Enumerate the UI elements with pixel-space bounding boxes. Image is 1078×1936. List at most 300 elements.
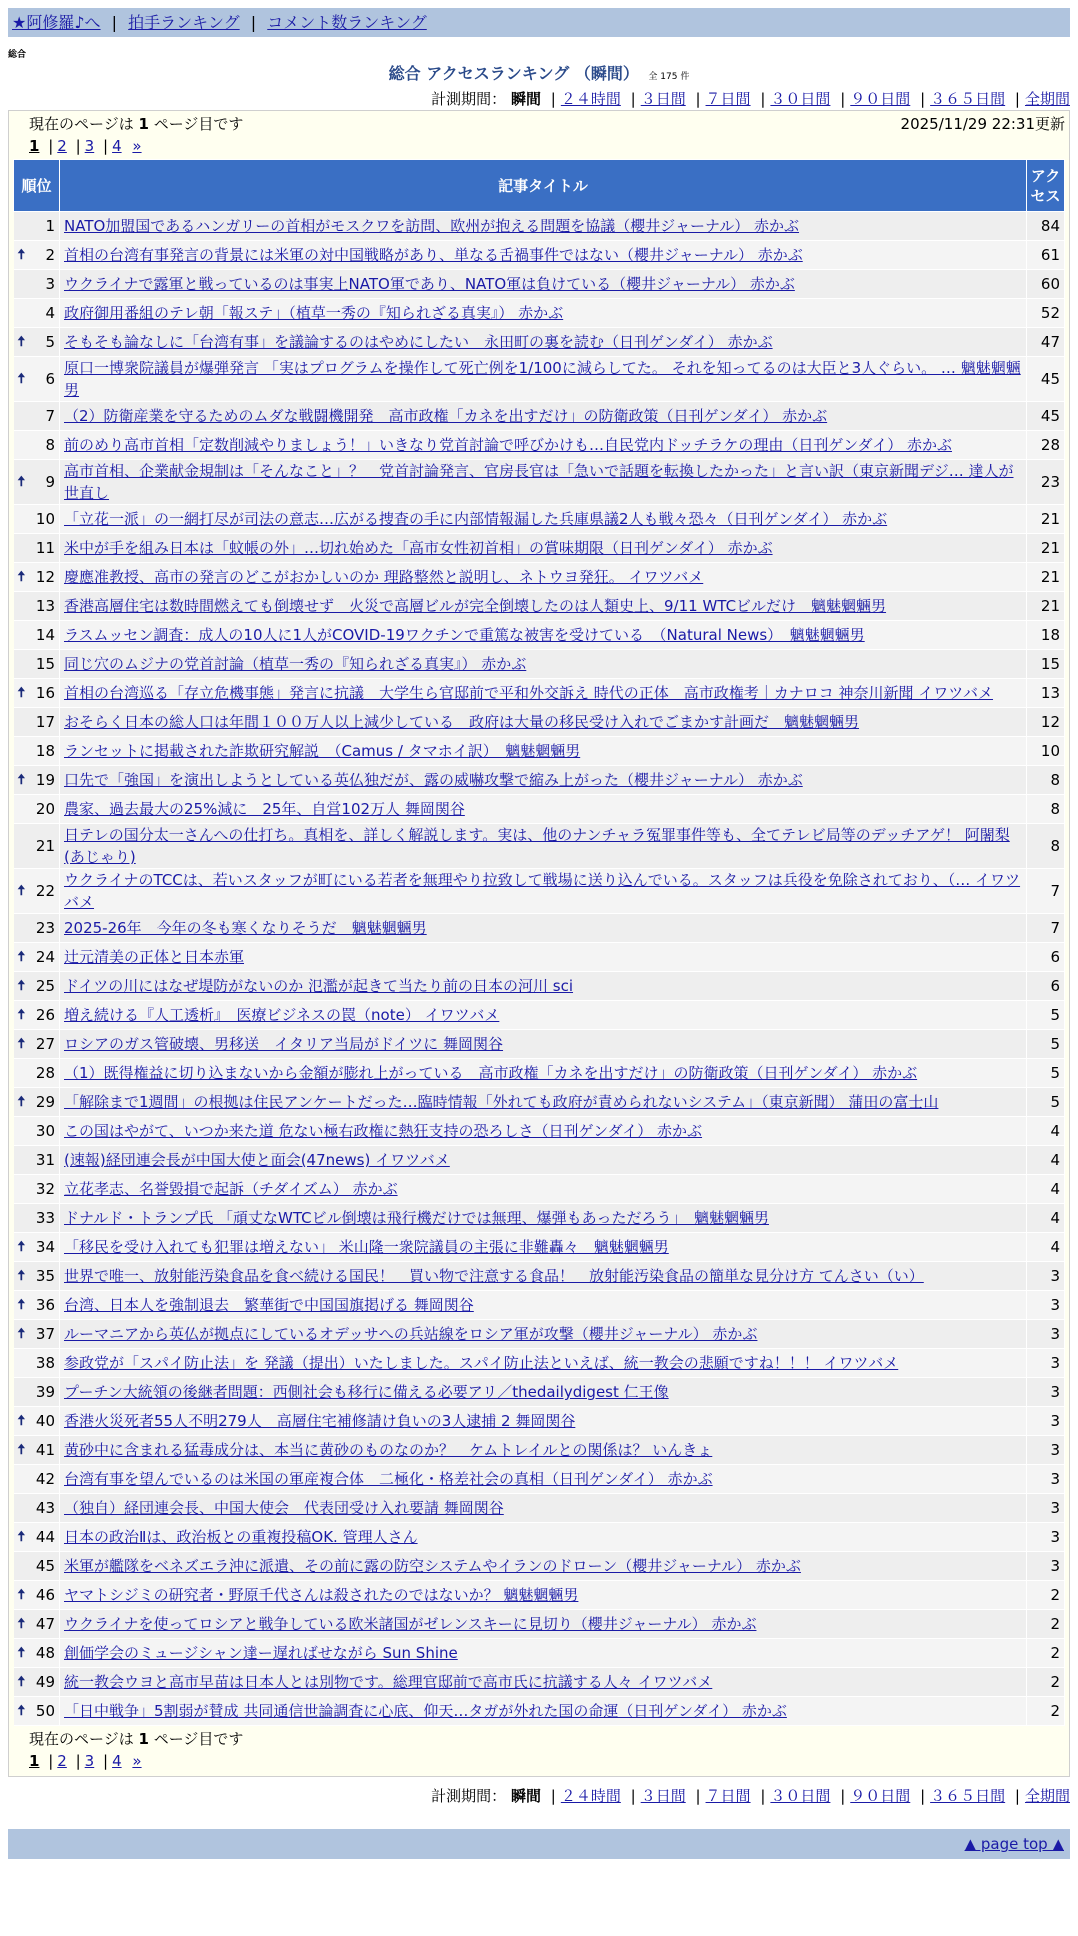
table-row	[14, 679, 1065, 708]
access-count: 3	[1027, 1320, 1065, 1349]
rank-number: 30	[35, 1122, 55, 1140]
article-title-link[interactable]: 辻元清美の正体と日本赤軍	[64, 948, 245, 966]
article-title-link[interactable]: ロシアのガス管破壊、男移送 イタリア当局がドイツに 舞岡関谷	[64, 1035, 504, 1053]
period-30d-link[interactable]: ３０日間	[770, 90, 831, 108]
access-count: 12	[1027, 708, 1065, 737]
table-row	[14, 1175, 1065, 1204]
article-title-link[interactable]: ラスムッセン調査：成人の10人に1人がCOVID-19ワクチンで重篤な被害を受けている （Natural News） 魑魅魍魎男	[64, 626, 865, 644]
title-cell	[60, 1262, 1027, 1291]
access-count: 6	[1027, 972, 1065, 1001]
table-row	[14, 1088, 1065, 1117]
pager-page-4[interactable]: 4	[112, 1752, 122, 1770]
period-all-link[interactable]: 全期間	[1024, 90, 1070, 108]
access-count: 3	[1027, 1262, 1065, 1291]
rank-cell	[14, 972, 60, 1001]
article-title-link[interactable]: 立花孝志、名誉毀損で起訴（チダイズム） 赤かぶ	[64, 1180, 398, 1198]
table-row	[14, 766, 1065, 795]
rank-cell	[14, 1291, 60, 1320]
rank-number: 5	[45, 333, 55, 351]
rank-cell	[14, 679, 60, 708]
article-title-link[interactable]: （独自）経団連会長、中国大使会 代表団受け入れ要請 舞岡関谷	[64, 1499, 504, 1517]
title-cell	[60, 1291, 1027, 1320]
access-count: 61	[1027, 241, 1065, 270]
rank-cell	[14, 1146, 60, 1175]
rank-number: 31	[35, 1151, 55, 1169]
rank-cell	[14, 328, 60, 357]
rank-cell	[14, 1233, 60, 1262]
rank-number: 47	[35, 1615, 55, 1633]
article-title-link[interactable]: ヤマトシジミの研究者・野原千代さんは殺されたのではないか？ 魑魅魍魎男	[64, 1586, 579, 1604]
rank-number: 32	[35, 1180, 55, 1198]
access-count: 84	[1027, 212, 1065, 241]
article-title-link[interactable]: 慶應准教授、高市の発言のどこがおかしいのか 理路整然と説明し、ネトウヨ発狂。 イワツバメ	[64, 568, 704, 586]
rank-up-arrow-icon: 🠅	[17, 1326, 26, 1342]
rank-number: 42	[35, 1470, 55, 1488]
genre-label: 総合	[8, 50, 27, 60]
rank-up-arrow-icon: 🠅	[17, 1645, 26, 1661]
rank-number: 1	[45, 217, 55, 235]
table-row	[14, 914, 1065, 943]
table-row	[14, 592, 1065, 621]
rank-cell	[14, 621, 60, 650]
rank-cell	[14, 1204, 60, 1233]
rank-number: 13	[35, 597, 55, 615]
rank-cell	[14, 1436, 60, 1465]
rank-cell	[14, 1117, 60, 1146]
rank-cell	[14, 795, 60, 824]
item-count: 全 175 件	[648, 72, 690, 82]
rank-number: 19	[35, 771, 55, 789]
title-cell	[60, 1697, 1027, 1726]
rank-number: 41	[35, 1441, 55, 1459]
article-title-link[interactable]: 首相の台湾有事発言の背景には米軍の対中国戦略があり、単なる舌禍事件ではない（櫻井ジャーナル） 赤かぶ	[64, 246, 803, 264]
pager-page-3[interactable]: 3	[84, 1752, 95, 1770]
rank-number: 8	[45, 436, 55, 454]
article-title-link[interactable]: 日本の政治Ⅱは、政治板との重複投稿OK. 管理人さん	[64, 1528, 418, 1546]
article-title-link[interactable]: 首相の台湾巡る「存立危機事態」発言に抗議 大学生ら官邸前で平和外交訴え 時代の正体 高市政権考｜カナロコ 神奈川新聞 イワツバメ	[64, 684, 994, 702]
title-cell	[60, 1146, 1027, 1175]
article-title-link[interactable]: この国はやがて、いつか来た道 危ない極右政権に熱狂支持の恐ろしさ（日刊ゲンダイ） 赤かぶ	[64, 1122, 703, 1140]
rank-number: 44	[35, 1528, 55, 1546]
article-title-link[interactable]: ウクライナのTCCは、若いスタッフが町にいる若者を無理やり拉致して戦場に送り込んでいる。スタッフは兵役を免除されており、（… イワツバメ	[64, 871, 1021, 911]
access-count: 3	[1027, 1523, 1065, 1552]
table-row	[14, 824, 1065, 869]
article-title-link[interactable]: ドナルド・トランプ氏 「頑丈なWTCビル倒壊は飛行機だけでは無理、爆弾もあっただろう」 魑魅魍魎男	[64, 1209, 769, 1227]
title-cell	[60, 1465, 1027, 1494]
title-cell	[60, 737, 1027, 766]
rank-number: 17	[35, 713, 55, 731]
title-cell	[60, 1668, 1027, 1697]
article-title-link[interactable]: 「立花一派」の一網打尽が司法の意志…広がる捜査の手に内部情報漏した兵庫県議2人も戦々恐々（日刊ゲンダイ） 赤かぶ	[64, 510, 888, 528]
title-cell	[60, 1204, 1027, 1233]
access-count: 2	[1027, 1610, 1065, 1639]
access-count: 7	[1027, 914, 1065, 943]
rank-number: 35	[35, 1267, 55, 1285]
table-row	[14, 563, 1065, 592]
rank-cell	[14, 592, 60, 621]
rank-up-arrow-icon: 🠅	[17, 1007, 26, 1023]
access-count: 21	[1027, 505, 1065, 534]
table-row	[14, 431, 1065, 460]
rank-cell	[14, 869, 60, 914]
article-title-link[interactable]: ウクライナで露軍と戦っているのは事実上NATO軍であり、NATO軍は負けている（櫻井ジャーナル） 赤かぶ	[64, 275, 795, 293]
article-title-link[interactable]: 政府御用番組のテレ朝「報ステ」（植草一秀の『知られざる真実』） 赤かぶ	[64, 304, 564, 322]
rank-up-arrow-icon: 🠅	[17, 1036, 26, 1052]
access-count: 8	[1027, 795, 1065, 824]
article-title-link[interactable]: 創価学会のミュージシャン達ー遅ればせながら Sun Shine	[64, 1644, 458, 1662]
header-rank: 順位	[14, 160, 60, 212]
access-count: 21	[1027, 563, 1065, 592]
rank-number: 33	[35, 1209, 55, 1227]
table-row	[14, 357, 1065, 402]
title-cell	[60, 431, 1027, 460]
rank-up-arrow-icon: 🠅	[17, 949, 26, 965]
rank-number: 36	[35, 1296, 55, 1314]
table-row	[14, 869, 1065, 914]
table-row	[14, 1581, 1065, 1610]
page-info: 現在のページは 1 ページ目です	[29, 115, 244, 133]
article-title-link[interactable]: 増え続ける『人工透析』 医療ビジネスの罠（note） イワツバメ	[64, 1006, 500, 1024]
period-365d-link[interactable]: ３６５日間	[930, 90, 1006, 108]
article-title-link[interactable]: （1）既得権益に切り込まないから金額が膨れ上がっている 高市政権「カネを出すだけ」の防衛政策（日刊ゲンダイ） 赤かぶ	[64, 1064, 918, 1082]
title-cell	[60, 357, 1027, 402]
page-info-row-bottom	[13, 1728, 1065, 1750]
table-row	[14, 212, 1065, 241]
access-count: 2	[1027, 1581, 1065, 1610]
rank-cell	[14, 299, 60, 328]
article-title-link[interactable]: 黄砂中に含まれる猛毒成分は、本当に黄砂のものなのか？ ケムトレイルとの関係は？ いんきょ	[64, 1441, 713, 1459]
ranking-title: 総合 アクセスランキング （瞬間）	[388, 64, 639, 83]
table-row	[14, 621, 1065, 650]
article-title-link[interactable]: ウクライナを使ってロシアと戦争している欧米諸国がゼレンスキーに見切り（櫻井ジャーナル） 赤かぶ	[64, 1615, 757, 1633]
rank-cell	[14, 1697, 60, 1726]
access-count: 6	[1027, 943, 1065, 972]
period-24h-link[interactable]: ２４時間	[560, 90, 621, 108]
title-cell	[60, 1610, 1027, 1639]
rank-cell	[14, 737, 60, 766]
article-title-link[interactable]: 統一教会ウヨと高市早苗は日本人とは別物です。総理官邸前で高市氏に抗議する人々 イワツバメ	[64, 1673, 713, 1691]
period-7d-link[interactable]: ７日間	[705, 1787, 751, 1805]
title-cell	[60, 1233, 1027, 1262]
rank-number: 4	[45, 304, 55, 322]
rank-cell	[14, 650, 60, 679]
rank-number: 43	[35, 1499, 55, 1517]
title-cell	[60, 1523, 1027, 1552]
access-count: 2	[1027, 1639, 1065, 1668]
pager-bottom: 1 | 2 | 3 | 4 »	[29, 1752, 142, 1770]
rank-number: 7	[45, 407, 55, 425]
rank-cell	[14, 1668, 60, 1697]
table-row	[14, 1030, 1065, 1059]
title-cell	[60, 1001, 1027, 1030]
rank-up-arrow-icon: 🠅	[17, 247, 26, 263]
article-title-link[interactable]: 日テレの国分太一さんへの仕打ち。真相を、詳しく解説します。実は、他のナンチャラ冤罪事件等も、全てテレビ局等のデッチアゲ！ 阿闍梨(あじゃり)	[64, 826, 1010, 866]
article-title-link[interactable]: 前のめり高市首相「定数削減やりましょう！」いきなり党首討論で呼びかけも…自民党内ドッチラケの理由（日刊ゲンダイ） 赤かぶ	[64, 436, 952, 454]
pager-current: 1	[29, 137, 40, 155]
access-count: 8	[1027, 766, 1065, 795]
article-title-link[interactable]: 「移民を受け入れても犯罪は増えない」 米山隆一衆院議員の主張に非難轟々 魑魅魍魎男	[64, 1238, 669, 1256]
table-row	[14, 1059, 1065, 1088]
period-3d-link[interactable]: ３日間	[640, 90, 686, 108]
title-cell	[60, 1378, 1027, 1407]
rank-up-arrow-icon: 🠅	[17, 685, 26, 701]
article-title-link[interactable]: 米軍が艦隊をベネズエラ沖に派遣、その前に露の防空システムやイランのドローン（櫻井ジャーナル） 赤かぶ	[64, 1557, 801, 1575]
rank-number: 6	[45, 370, 55, 388]
ranking-table-body	[14, 212, 1065, 1726]
article-title-link[interactable]: ランセットに掲載された詐欺研究解説 （Camus / タマホイ訳） 魑魅魍魎男	[64, 742, 581, 760]
rank-number: 9	[45, 473, 55, 491]
table-row	[14, 943, 1065, 972]
article-title-link[interactable]: 同じ穴のムジナの党首討論（植草一秀の『知られざる真実』） 赤かぶ	[64, 655, 527, 673]
period-3d-link[interactable]: ３日間	[640, 1787, 686, 1805]
access-count: 3	[1027, 1494, 1065, 1523]
table-row	[14, 737, 1065, 766]
table-row	[14, 1233, 1065, 1262]
access-count: 2	[1027, 1697, 1065, 1726]
pager-page-3[interactable]: 3	[84, 137, 95, 155]
rank-cell	[14, 1639, 60, 1668]
period-90d-link[interactable]: ９０日間	[850, 90, 911, 108]
rank-cell	[14, 1175, 60, 1204]
rank-cell	[14, 943, 60, 972]
rank-number: 10	[35, 510, 55, 528]
pager-page-2[interactable]: 2	[57, 1752, 67, 1770]
title-cell	[60, 1059, 1027, 1088]
table-row	[14, 708, 1065, 737]
rank-cell	[14, 357, 60, 402]
article-title-link[interactable]: そもそも論なしに「台湾有事」を議論するのはやめにしたい 永田町の裏を読む（日刊ゲンダイ） 赤かぶ	[64, 333, 773, 351]
period-365d-link[interactable]: ３６５日間	[930, 1787, 1006, 1805]
table-row	[14, 505, 1065, 534]
rank-up-arrow-icon: 🠅	[17, 334, 26, 350]
title-cell	[60, 1175, 1027, 1204]
rank-up-arrow-icon: 🠅	[17, 1616, 26, 1632]
period-7d-link[interactable]: ７日間	[705, 90, 751, 108]
title-cell	[60, 402, 1027, 431]
rank-up-arrow-icon: 🠅	[17, 1587, 26, 1603]
table-row	[14, 1494, 1065, 1523]
title-cell	[60, 914, 1027, 943]
article-title-link[interactable]: 参政党が「スパイ防止法」を 発議（提出）いたしました。スパイ防止法といえば、統一教会の悲願ですね！！！ イワツバメ	[64, 1354, 899, 1372]
article-title-link[interactable]: ドイツの川にはなぜ堤防がないのか 氾濫が起きて当たり前の日本の河川 sci	[64, 977, 574, 995]
access-count: 45	[1027, 402, 1065, 431]
rank-number: 24	[35, 948, 55, 966]
table-row	[14, 1204, 1065, 1233]
table-row	[14, 795, 1065, 824]
rank-up-arrow-icon: 🠅	[17, 569, 26, 585]
access-count: 3	[1027, 1465, 1065, 1494]
rank-up-arrow-icon: 🠅	[17, 371, 26, 387]
table-row	[14, 1668, 1065, 1697]
table-row	[14, 972, 1065, 1001]
rank-cell	[14, 563, 60, 592]
table-row	[14, 1378, 1065, 1407]
rank-up-arrow-icon: 🠅	[17, 1529, 26, 1545]
access-count: 4	[1027, 1117, 1065, 1146]
article-title-link[interactable]: 高市首相、企業献金規制は「そんなこと」？ 党首討論発言、官房長官は「急いで話題を転換したかった」と言い訳（東京新聞デジ… 達人が世直し	[64, 462, 1014, 502]
rank-cell	[14, 824, 60, 869]
pager-page-4[interactable]: 4	[112, 137, 122, 155]
table-row	[14, 650, 1065, 679]
article-title-link[interactable]: 世界で唯一、放射能汚染食品を食べ続ける国民！ 買い物で注意する食品！ 放射能汚染食品の簡単な見分け方 てんさい（い）	[64, 1267, 924, 1285]
title-cell	[60, 212, 1027, 241]
title-cell	[60, 1320, 1027, 1349]
access-count: 4	[1027, 1146, 1065, 1175]
rank-number: 45	[35, 1557, 55, 1575]
access-count: 21	[1027, 534, 1065, 563]
header-access: アクセス	[1027, 160, 1065, 212]
rank-up-arrow-icon: 🠅	[17, 772, 26, 788]
table-row	[14, 270, 1065, 299]
access-count: 4	[1027, 1233, 1065, 1262]
rank-up-arrow-icon: 🠅	[17, 1703, 26, 1719]
access-count: 18	[1027, 621, 1065, 650]
article-title-link[interactable]: 台湾有事を望んでいるのは米国の軍産複合体 二極化・格差社会の真相（日刊ゲンダイ） 赤かぶ	[64, 1470, 713, 1488]
clap-ranking-link[interactable]: 拍手ランキング	[128, 13, 240, 32]
home-link[interactable]: ★阿修羅♪へ	[12, 13, 101, 32]
access-count: 5	[1027, 1088, 1065, 1117]
rank-number: 34	[35, 1238, 55, 1256]
article-title-link[interactable]: 2025-26年 今年の冬も寒くなりそうだ 魑魅魍魎男	[64, 919, 427, 937]
pager-page-2[interactable]: 2	[57, 137, 67, 155]
access-count: 3	[1027, 1407, 1065, 1436]
rank-number: 22	[35, 882, 55, 900]
access-count: 5	[1027, 1030, 1065, 1059]
rank-number: 27	[35, 1035, 55, 1053]
table-row	[14, 1436, 1065, 1465]
period-30d-link[interactable]: ３０日間	[770, 1787, 831, 1805]
nav-separator: |	[111, 13, 118, 32]
rank-up-arrow-icon: 🠅	[17, 1413, 26, 1429]
rank-number: 11	[35, 539, 55, 557]
rank-cell	[14, 1552, 60, 1581]
article-title-link[interactable]: 台湾、日本人を強制退去 繁華街で中国国旗掲げる 舞岡関谷	[64, 1296, 474, 1314]
rank-cell	[14, 1030, 60, 1059]
rank-number: 16	[35, 684, 55, 702]
article-title-link[interactable]: (速報)経団連会長が中国大使と面会(47news) イワツバメ	[64, 1151, 450, 1169]
rank-number: 29	[35, 1093, 55, 1111]
rank-number: 12	[35, 568, 55, 586]
period-24h-link[interactable]: ２４時間	[560, 1787, 621, 1805]
pager-next[interactable]: »	[132, 1752, 142, 1770]
access-count: 28	[1027, 431, 1065, 460]
nav-separator: |	[250, 13, 257, 32]
article-title-link[interactable]: プーチン大統領の後継者問題：西側社会も移行に備える必要アリ／thedailydigest 仁王像	[64, 1383, 669, 1401]
rank-number: 28	[35, 1064, 55, 1082]
title-cell	[60, 1349, 1027, 1378]
article-title-link[interactable]: 香港高層住宅は数時間燃えても倒壊せず 火災で高層ビルが完全倒壊したのは人類史上、9/11 WTCビルだけ 魑魅魍魎男	[64, 597, 887, 615]
rank-cell	[14, 1001, 60, 1030]
title-cell	[60, 1436, 1027, 1465]
title-cell	[60, 563, 1027, 592]
access-count: 4	[1027, 1204, 1065, 1233]
access-count: 23	[1027, 460, 1065, 505]
page-title	[8, 61, 1070, 84]
rank-number: 50	[35, 1702, 55, 1720]
current-page-number: 1	[138, 1730, 149, 1748]
title-cell	[60, 1088, 1027, 1117]
article-title-link[interactable]: 原口一博衆院議員が爆弾発言 「実はプログラムを操作して死亡例を1/100に減らしてた。 それを知ってるのは大臣と3人ぐらい。 … 魑魅魍魎男	[64, 359, 1021, 399]
article-title-link[interactable]: ルーマニアから英仏が拠点にしているオデッサへの兵站線をロシア軍が攻撃（櫻井ジャーナル） 赤かぶ	[64, 1325, 758, 1343]
article-title-link[interactable]: 「日中戦争」5割弱が賛成 共同通信世論調査に心底、仰天…タガが外れた国の命運（日刊ゲンダイ） 赤かぶ	[64, 1702, 787, 1720]
access-count: 8	[1027, 824, 1065, 869]
title-cell	[60, 1407, 1027, 1436]
table-row	[14, 1349, 1065, 1378]
article-title-link[interactable]: NATO加盟国であるハンガリーの首相がモスクワを訪問、欧州が抱える問題を協議（櫻井ジャーナル） 赤かぶ	[64, 217, 800, 235]
access-count: 7	[1027, 869, 1065, 914]
title-cell	[60, 621, 1027, 650]
rank-up-arrow-icon: 🠅	[17, 1297, 26, 1313]
page-top-link[interactable]: ▲ page top ▲	[964, 1835, 1064, 1853]
table-row	[14, 1407, 1065, 1436]
rank-number: 21	[35, 837, 55, 855]
table-row	[14, 241, 1065, 270]
table-row	[14, 1523, 1065, 1552]
rank-cell	[14, 402, 60, 431]
rank-number: 3	[45, 275, 55, 293]
title-cell	[60, 1581, 1027, 1610]
access-count: 45	[1027, 357, 1065, 402]
title-cell	[60, 679, 1027, 708]
current-page-number: 1	[138, 115, 149, 133]
period-all-link[interactable]: 全期間	[1024, 1787, 1070, 1805]
comment-ranking-link[interactable]: コメント数ランキング	[267, 13, 427, 32]
rank-number: 39	[35, 1383, 55, 1401]
access-count: 3	[1027, 1291, 1065, 1320]
table-row	[14, 1320, 1065, 1349]
title-cell	[60, 592, 1027, 621]
rank-cell	[14, 1262, 60, 1291]
ranking-table	[13, 159, 1065, 1726]
table-row	[14, 1262, 1065, 1291]
article-title-link[interactable]: 米中が手を組み日本は「蚊帳の外」…切れ始めた「高市女性初首相」の賞味期限（日刊ゲンダイ） 赤かぶ	[64, 539, 773, 557]
period-90d-link[interactable]: ９０日間	[850, 1787, 911, 1805]
rank-up-arrow-icon: 🠅	[17, 1442, 26, 1458]
page-info-row	[13, 113, 1065, 135]
article-title-link[interactable]: 農家、過去最大の25%減に 25年、自営102万人 舞岡関谷	[64, 800, 465, 818]
period-label: 計測期間：	[431, 1787, 507, 1805]
rank-number: 40	[35, 1412, 55, 1430]
access-count: 3	[1027, 1378, 1065, 1407]
access-count: 47	[1027, 328, 1065, 357]
article-title-link[interactable]: 「解除まで1週間」の根拠は住民アンケートだった…臨時情報「外れても政府が責められないシステム」（東京新聞） 蒲田の富士山	[64, 1093, 939, 1111]
table-row	[14, 299, 1065, 328]
footer-bar	[8, 1829, 1070, 1859]
rank-up-arrow-icon: 🠅	[17, 978, 26, 994]
title-cell	[60, 943, 1027, 972]
title-cell	[60, 1117, 1027, 1146]
rank-cell	[14, 914, 60, 943]
article-title-link[interactable]: おそらく日本の総人口は年間１００万人以上減少している 政府は大量の移民受け入れでごまかす計画だ 魑魅魍魎男	[64, 713, 860, 731]
article-title-link[interactable]: 香港火災死者55人不明279人 高層住宅補修請け負いの3人逮捕 2 舞岡関谷	[64, 1412, 576, 1430]
table-row	[14, 328, 1065, 357]
rank-number: 23	[35, 919, 55, 937]
period-selector-top: 計測期間： 瞬間 | ２４時間 | ３日間 | ７日間 | ３０日間 | ９０日間 | ３６５日間 | 全期間	[431, 90, 1070, 108]
rank-number: 2	[45, 246, 55, 264]
header-title: 記事タイトル	[60, 160, 1027, 212]
period-selector-bottom: 計測期間： 瞬間 | ２４時間 | ３日間 | ７日間 | ３０日間 | ９０日間 | ３６５日間 | 全期間	[431, 1787, 1070, 1805]
rank-cell	[14, 505, 60, 534]
title-cell	[60, 650, 1027, 679]
title-cell	[60, 869, 1027, 914]
access-count: 21	[1027, 592, 1065, 621]
rank-cell	[14, 1523, 60, 1552]
article-title-link[interactable]: （2）防衛産業を守るためのムダな戦闘機開発 高市政権「カネを出すだけ」の防衛政策（日刊ゲンダイ） 赤かぶ	[64, 407, 828, 425]
title-cell	[60, 241, 1027, 270]
article-title-link[interactable]: 口先で「強国」を演出しようとしている英仏独だが、露の威嚇攻撃で縮み上がった（櫻井ジャーナル） 赤かぶ	[64, 771, 803, 789]
pager-next[interactable]: »	[132, 137, 142, 155]
access-count: 10	[1027, 737, 1065, 766]
